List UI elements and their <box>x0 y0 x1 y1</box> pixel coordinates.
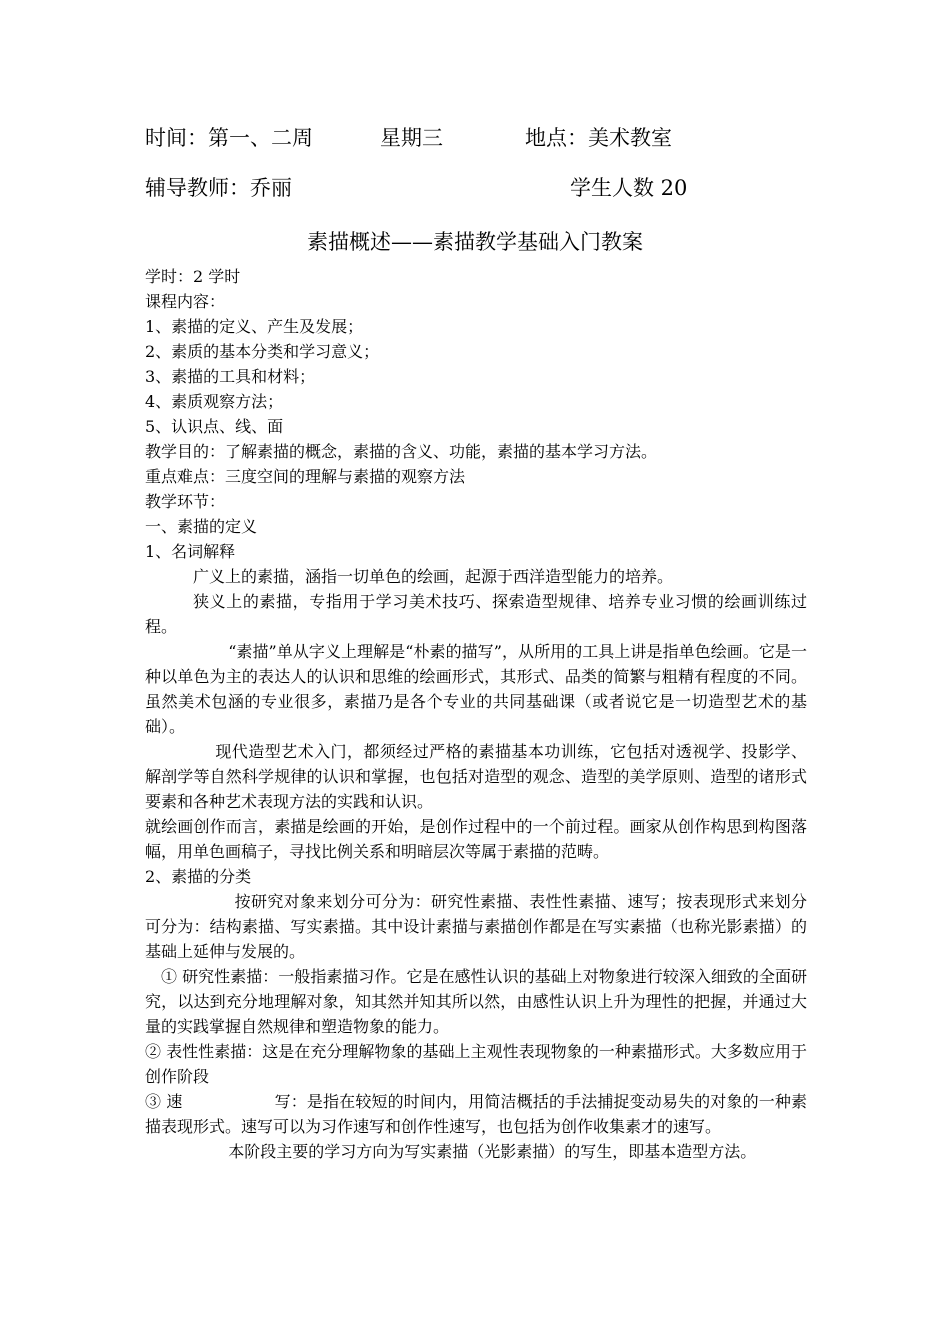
paragraph: 广义上的素描，涵指一切单色的绘画，起源于西洋造型能力的培养。 <box>193 567 674 586</box>
header-time: 时间：第一、二周 <box>145 126 313 150</box>
paragraph: 狭义上的素描，专指用于学习美术技巧、探索造型规律、培养专业习惯的绘画训练过程。 <box>145 592 807 636</box>
paragraph: 本阶段主要的学习方向为写实素描（光影素描）的写生，即基本造型方法。 <box>228 1142 757 1161</box>
text-line: 教学目的：了解素描的概念，素描的含义、功能，素描的基本学习方法。 <box>145 442 658 461</box>
text-line: 1、名词解释 <box>145 542 236 561</box>
text-line: 教学环节： <box>145 492 226 511</box>
paragraph: ② 表性性素描：这是在充分理解物象的基础上主观性表现物象的一种素描形式。大多数应用于创作阶段 <box>145 1042 807 1086</box>
paragraph: 现代造型艺术入门，都须经过严格的素描基本功训练，它包括对透视学、投影学、解剖学等自然科学规律的认识和掌握，也包括对造型的观念、造型的美学原则、造型的诸形式要素和各种艺术表现方法的实践和认识。 <box>145 742 807 811</box>
paragraph: 就绘画创作而言，素描是绘画的开始，是创作过程中的一个前过程。画家从创作构思到构图落幅，用单色画稿子，寻找比例关系和明暗层次等属于素描的范畴。 <box>145 817 807 861</box>
text-line: 课程内容： <box>145 292 226 311</box>
document-title: 素描概述——素描教学基础入门教案 <box>307 230 643 254</box>
text-line: 2、素质的基本分类和学习意义； <box>145 342 380 361</box>
paragraph-rest: 写：是指在较短的时间内，用简洁概括的手法捕捉变动易失的对象的一种素描表现形式。速写可以为习作速写和创作性速写，也包括为创作收集素才的速写。 <box>145 1092 807 1136</box>
text-line: 重点难点：三度空间的理解与素描的观察方法 <box>145 467 466 486</box>
header-location: 地点：美术教室 <box>525 126 672 150</box>
header-weekday: 星期三 <box>380 126 443 150</box>
header-teacher: 辅导教师：乔丽 <box>145 176 292 200</box>
text-line: 5、认识点、线、面 <box>145 417 284 436</box>
document-body <box>145 264 807 1164</box>
text-line: 学时：2 学时 <box>145 267 241 286</box>
text-line: 1、素描的定义、产生及发展； <box>145 317 364 336</box>
paragraph: ① 研究性素描：一般指素描习作。它是在感性认识的基础上对物象进行较深入细致的全面研究，以达到充分地理解对象，知其然并知其所以然，由感性认识上升为理性的把握，并通过大量的实践掌握自然规律和塑造物象的能力。 <box>145 967 807 1036</box>
paragraph: 按研究对象来划分可分为：研究性素描、表性性素描、速写；按表现形式来划分可分为：结构素描、写实素描。其中设计素描与素描创作都是在写实素描（也称光影素描）的基础上延伸与发展的。 <box>145 892 807 961</box>
paragraph <box>145 1089 807 1139</box>
paragraph: “素描”单从字义上理解是“朴素的描写”，从所用的工具上讲是指单色绘画。它是一种以单色为主的表达人的认识和思维的绘画形式，其形式、品类的简繁与粗精有程度的不同。虽然美术包涵的专业很多，素描乃是各个专业的共同基础课（或者说它是一切造型艺术的基础）。 <box>145 642 807 736</box>
header-students: 学生人数 20 <box>570 176 688 200</box>
text-line: 4、素质观察方法； <box>145 392 284 411</box>
text-line: 2、素描的分类 <box>145 867 252 886</box>
text-line: 3、素描的工具和材料； <box>145 367 316 386</box>
text-line: 一、素描的定义 <box>145 517 258 536</box>
paragraph-prefix: ③ 速 <box>145 1092 183 1111</box>
